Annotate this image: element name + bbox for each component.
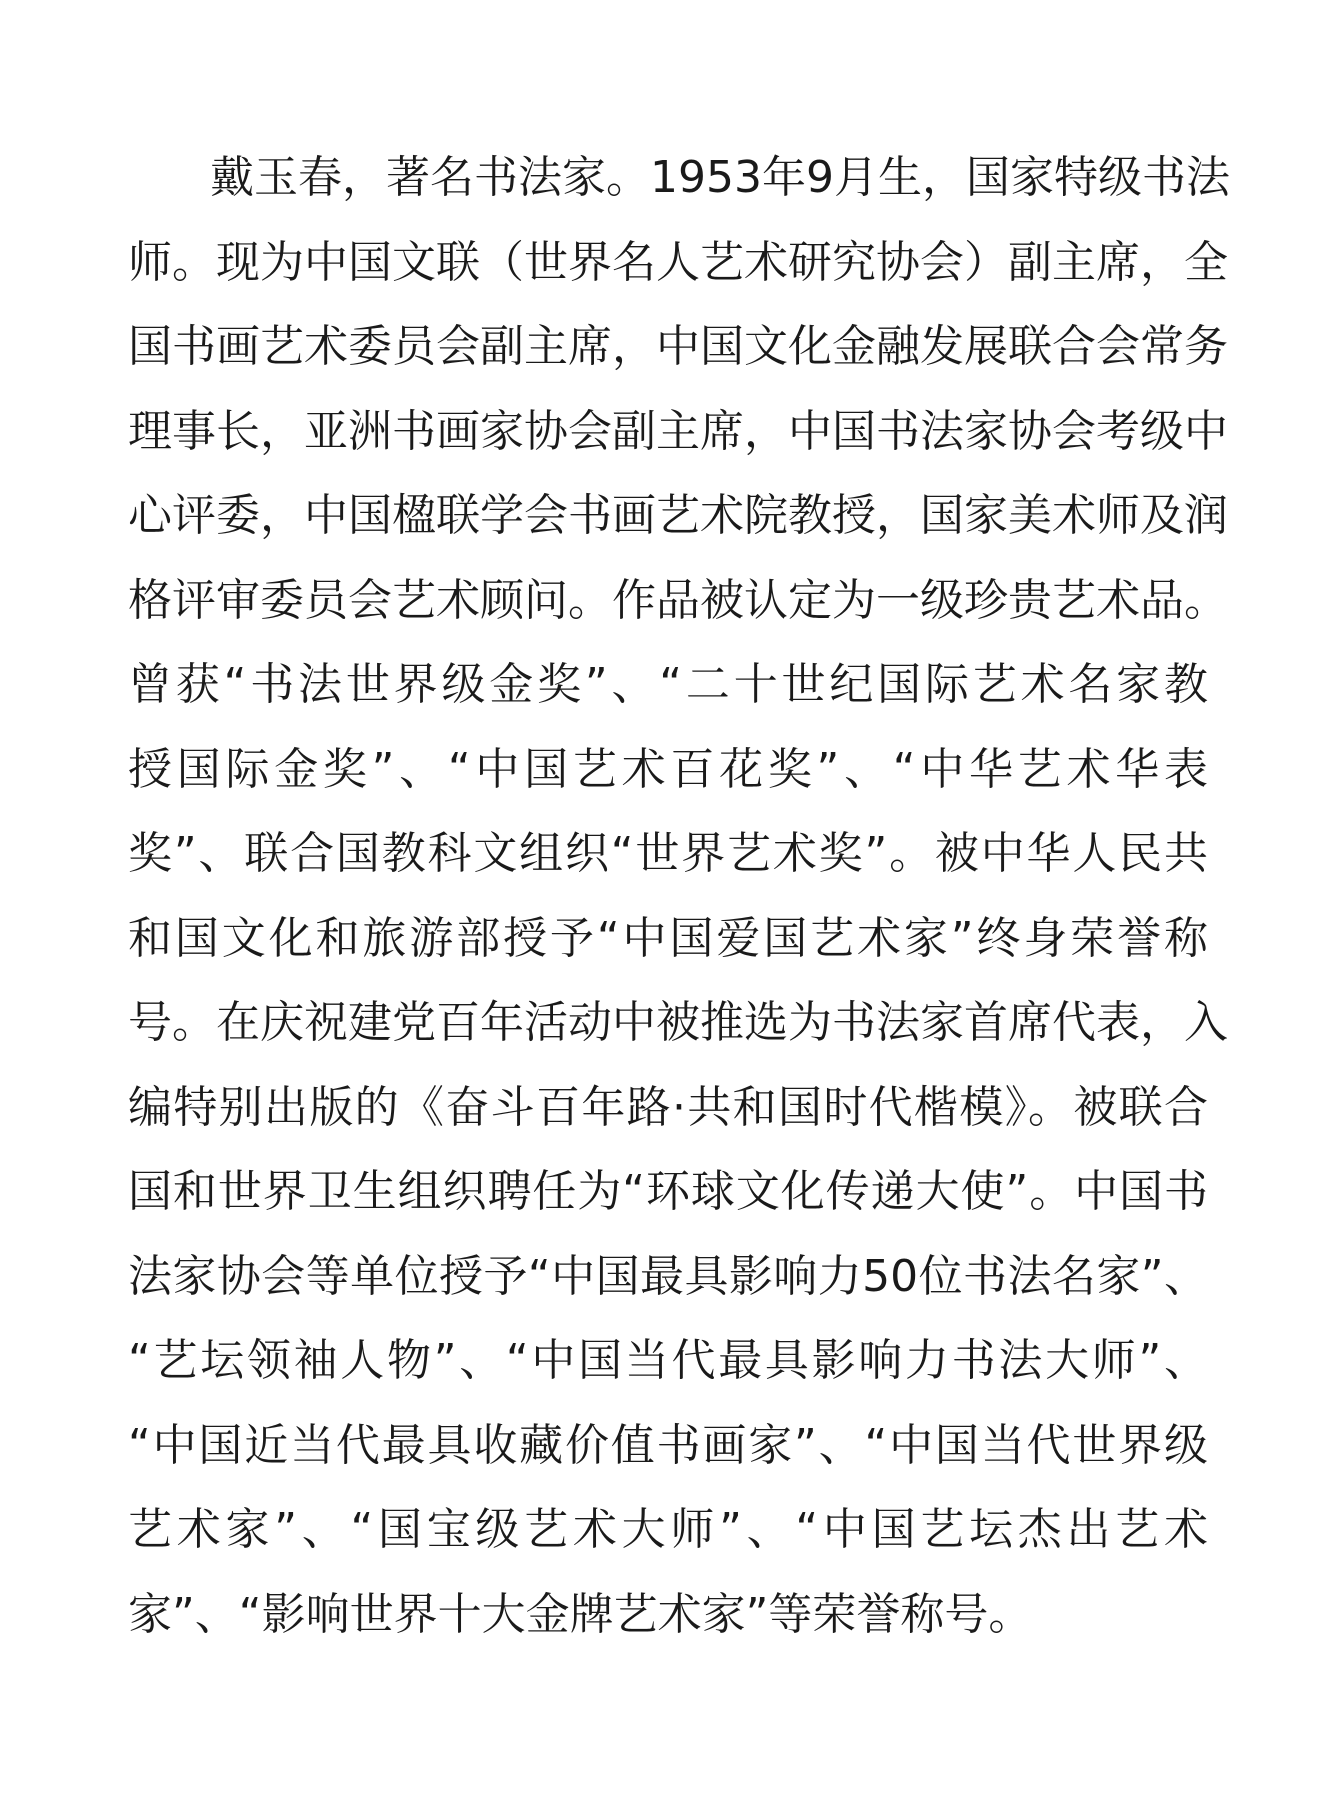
paragraph-line: 法家协会等单位授予“中国最具影响力50位书法名家”、 [128,1250,1208,1302]
paragraph-line: 国书画艺术委员会副主席，中国文化金融发展联合会常务 [128,321,1228,372]
paragraph-line: 和国文化和旅游部授予“中国爱国艺术家”终身荣誉称 [128,912,1208,964]
paragraph-line: 格评审委员会艺术顾问。作品被认定为一级珍贵艺术品。 [128,574,1228,626]
paragraph-line: 戴玉春，著名书法家。1953年9月生，国家特级书法 [210,152,1230,203]
paragraph-line: 家”、“影响世界十大金牌艺术家”等荣誉称号。 [128,1588,1033,1640]
paragraph-line: 国和世界卫生组织聘任为“环球文化传递大使”。中国书 [128,1166,1208,1217]
paragraph-line: 授国际金奖”、“中国艺术百花奖”、“中华艺术华表 [128,743,1208,795]
paragraph-line: “中国近当代最具收藏价值书画家”、“中国当代世界级 [128,1419,1208,1471]
paragraph-line: 师。现为中国文联（世界名人艺术研究协会）副主席，全 [128,236,1228,288]
paragraph-line: 理事长，亚洲书画家协会副主席，中国书法家协会考级中 [128,405,1228,457]
paragraph-line: 艺术家”、“国宝级艺术大师”、“中国艺坛杰出艺术 [128,1504,1208,1555]
paragraph-line: 奖”、联合国教科文组织“世界艺术奖”。被中华人民共 [128,828,1208,879]
paragraph-line: 编特别出版的《奋斗百年路·共和国时代楷模》。被联合 [128,1081,1208,1133]
paragraph-line: “艺坛领袖人物”、“中国当代最具影响力书法大师”、 [128,1335,1208,1386]
paragraph-line: 曾获“书法世界级金奖”、“二十世纪国际艺术名家教 [128,659,1208,710]
paragraph-line: 心评委，中国楹联学会书画艺术院教授，国家美术师及润 [128,490,1228,541]
paragraph-line: 号。在庆祝建党百年活动中被推选为书法家首席代表，入 [128,997,1228,1048]
biography-paragraph [128,136,1230,1657]
